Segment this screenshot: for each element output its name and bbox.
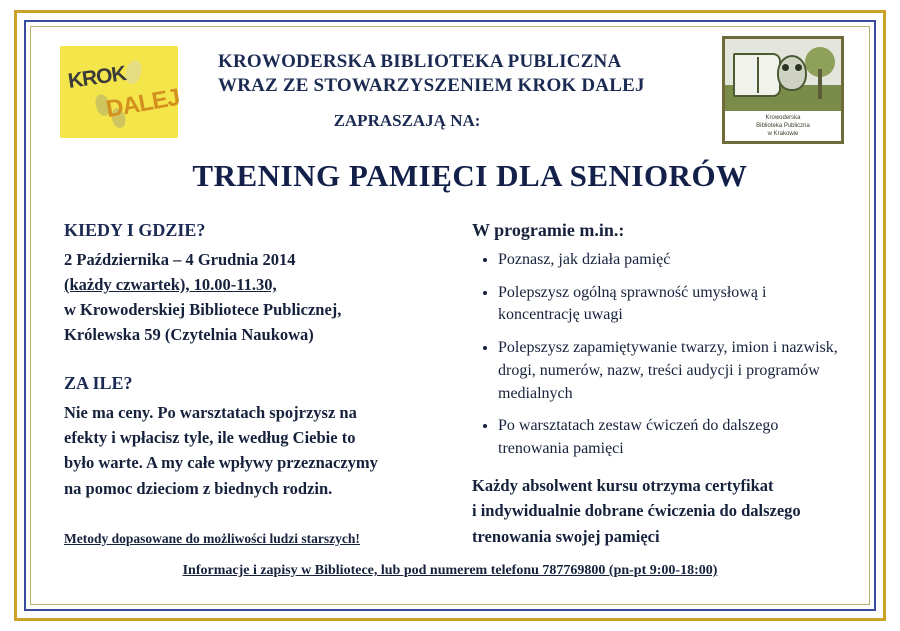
price-line: było warte. A my całe wpływy przeznaczymy — [64, 453, 378, 473]
book-icon — [733, 53, 781, 97]
library-caption-line-2: Biblioteka Publiczna — [756, 123, 810, 130]
spacer — [64, 347, 444, 373]
poster-body — [40, 220, 860, 549]
owl-eye-left — [782, 64, 789, 71]
when-where-line: 2 Października – 4 Grudnia 2014 — [64, 250, 296, 269]
library-logo-caption — [725, 111, 841, 144]
organizer-line-1: KROWODERSKA BIBLIOTEKA PUBLICZNA — [218, 51, 622, 72]
when-where-block — [64, 247, 444, 347]
certificate-note — [472, 473, 838, 550]
krok-dalej-logo-word2: DALEJ — [104, 83, 182, 124]
krok-dalej-logo-word1: KROK — [66, 62, 128, 93]
when-where-line: (każdy czwartek), 10.00-11.30, — [64, 275, 277, 295]
poster-header — [40, 34, 860, 152]
price-block — [64, 400, 444, 500]
left-column — [64, 220, 454, 549]
price-line: Nie ma ceny. Po warsztatach spojrzysz na — [64, 403, 357, 423]
list-item: • Polepszysz zapamiętywanie twarzy, imion i nazwisk, drogi, numerów, nazw, treści audycji i programów medialnych — [498, 337, 838, 405]
program-list — [472, 249, 838, 461]
tree-icon — [805, 47, 835, 99]
list-item: • Po warsztatach zestaw ćwiczeń do dalszego trenowania pamięci — [498, 415, 838, 460]
owl-eye-right — [795, 64, 802, 71]
organizer-block — [210, 50, 690, 131]
when-where-heading: KIEDY I GDZIE? — [64, 220, 206, 240]
contact-footer: Informacje i zapisy w Bibliotece, lub pod numerem telefonu 787769800 (pn-pt 9:00-18:00) — [182, 563, 718, 578]
library-caption-line-1: Krowoderska — [765, 115, 801, 121]
certificate-note-line: i indywidualnie dobrane ćwiczenia do dalszego — [472, 501, 801, 521]
library-caption-line-3: w Krakowie — [767, 131, 799, 138]
certificate-note-line: Każdy absolwent kursu otrzyma certyfikat — [472, 475, 774, 495]
poster-content — [40, 34, 860, 597]
right-column — [454, 220, 838, 549]
price-heading: ZA ILE? — [64, 373, 133, 394]
program-heading: W programie m.in.: — [472, 220, 625, 240]
library-logo — [722, 36, 844, 144]
when-where-line: w Krowoderskiej Bibliotece Publicznej, — [64, 300, 342, 320]
price-line: na pomoc dzieciom z biednych rodzin. — [64, 478, 333, 498]
page-title: TRENING PAMIĘCI DLA SENIORÓW — [192, 158, 748, 193]
methods-note: Metody dopasowane do możliwości ludzi starszych! — [64, 530, 360, 546]
list-item: • Polepszysz ogólną sprawność umysłową i koncentrację uwagi — [498, 282, 838, 327]
krok-dalej-logo — [60, 46, 182, 138]
invitation-line: ZAPRASZAJĄ NA: — [333, 110, 481, 130]
price-line: efekty i wpłacisz tyle, ile według Ciebie to — [64, 428, 356, 448]
certificate-note-line: trenowania swojej pamięci — [472, 526, 660, 546]
list-item: • Poznasz, jak działa pamięć — [498, 249, 838, 272]
organizer-line-2: WRAZ ZE STOWARZYSZENIEM KROK DALEJ — [218, 75, 645, 97]
library-logo-artwork — [725, 39, 841, 111]
owl-icon — [777, 55, 807, 91]
tree-trunk — [818, 69, 822, 99]
when-where-line: Królewska 59 (Czytelnia Naukowa) — [64, 325, 314, 345]
